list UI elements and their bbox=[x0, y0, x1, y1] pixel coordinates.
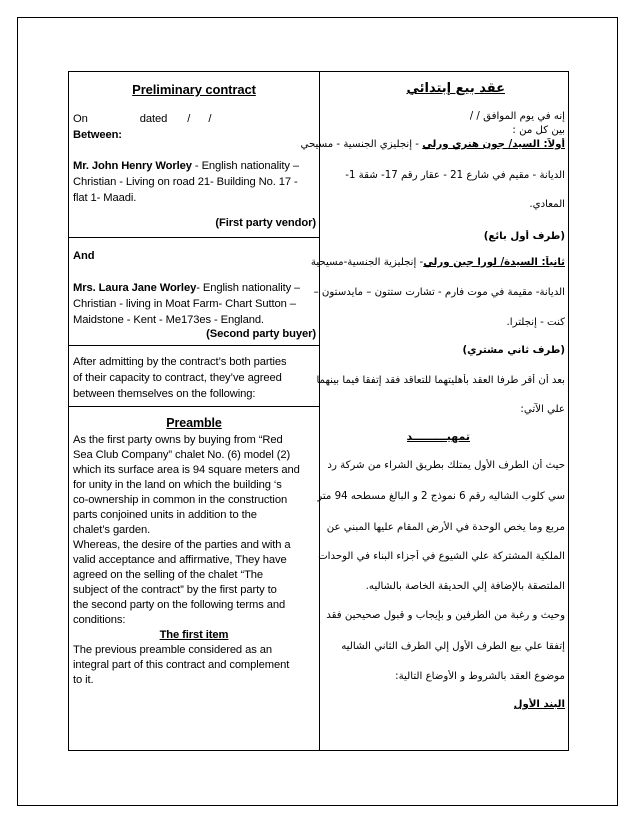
arabic-preamble-title: تمهيـــــــــد bbox=[406, 430, 470, 443]
arabic-preamble-line: وحيث و رغبة من الطرفين و بإيجاب و قبول صحيحين فقد bbox=[326, 610, 565, 621]
dated-label: dated bbox=[139, 113, 168, 125]
arabic-first-party-line-2: الديانة - مقيم في شارع 21 - عقار رقم 17- شقة 1- bbox=[345, 170, 565, 181]
arabic-preamble-line: مربع وما يخص الوحدة في الأرض المقام عليها المبني عن bbox=[326, 522, 565, 533]
first-party-name: Mr. John Henry Worley bbox=[73, 160, 192, 172]
second-party-line-2: Christian - living in Moat Farm- Chart Sutton – bbox=[73, 298, 296, 310]
arabic-second-party-role: (طرف ثاني مشتري) bbox=[462, 345, 565, 356]
preamble-line: valid acceptance and affirmative, They have bbox=[73, 554, 287, 566]
preamble-line: conditions: bbox=[73, 614, 126, 626]
arabic-title: عقد بيع إبتدائي bbox=[406, 82, 505, 96]
date-slash-2: / bbox=[208, 113, 212, 125]
capacity-line-2: of their capacity to contract, they’ve agreed bbox=[73, 372, 282, 384]
on-label: On bbox=[73, 113, 88, 125]
between-label: Between: bbox=[73, 129, 122, 141]
arabic-preamble-line: إتفقا علي بيع الطرف الأول إلي الطرف الثاني الشاليه bbox=[341, 641, 565, 652]
capacity-line-1: After admitting by the contract’s both parties bbox=[73, 356, 287, 368]
arabic-first-party-label: أولاً: السيد/ جون هنري ورلي bbox=[422, 139, 565, 150]
first-party-line-1: Mr. John Henry Worley - English nationality – bbox=[73, 160, 299, 172]
arabic-first-party-line-3: المعادي. bbox=[529, 199, 565, 210]
second-party-line-1: Mrs. Laura Jane Worley- English nationality – bbox=[73, 282, 301, 294]
arabic-first-party-line-1: أولاً: السيد/ جون هنري ورلي - إنجليزي الجنسية - مسيحي bbox=[300, 139, 565, 150]
capacity-line-3: between themselves on the following: bbox=[73, 388, 256, 400]
date-line bbox=[73, 112, 315, 127]
and-label: And bbox=[73, 250, 95, 262]
preamble-text bbox=[73, 433, 319, 688]
first-item-title: The first item bbox=[159, 629, 229, 641]
arabic-capacity-line-1: بعد أن أقر طرفا العقد بأهليتهما للتعاقد فقد إتفقا فيما بينهما bbox=[316, 375, 565, 386]
second-party-name: Mrs. Laura Jane Worley bbox=[73, 282, 197, 294]
preamble-title: Preamble bbox=[166, 416, 222, 430]
arabic-preamble-line: الملكية المشتركة علي الشيوع في أجزاء البناء في الوحدات bbox=[318, 551, 565, 562]
arabic-preamble-line: موضوع العقد بالشروط و الأوضاع التالية: bbox=[395, 671, 565, 682]
second-party-role: (Second party buyer) bbox=[206, 328, 316, 340]
contract-table bbox=[68, 71, 569, 751]
date-slash-1: / bbox=[187, 113, 191, 125]
first-item-line: The previous preamble considered as an bbox=[73, 644, 272, 656]
first-party-line-3: flat 1- Maadi. bbox=[73, 192, 137, 204]
arabic-second-party-line-1: ثانياً: السيدة/ لورا جين ورلي- إنجليزية الجنسية-مسيحية bbox=[310, 257, 565, 268]
column-divider bbox=[319, 72, 320, 750]
preamble-line: subject of the contract” by the first party to bbox=[73, 584, 277, 596]
preamble-line: As the first party owns by buying from “Red bbox=[73, 434, 283, 446]
preamble-line: agreed on the selling of the chalet “The bbox=[73, 569, 264, 581]
arabic-second-party-line-3: كنت - إنجلترا. bbox=[506, 317, 565, 328]
arabic-second-party-line-2: الديانة- مقيمة في موت فارم - تشارت ستتون – مايدستون – bbox=[313, 287, 565, 298]
preamble-line: co-ownership in common in the construction bbox=[73, 494, 288, 506]
arabic-date-line: إنه في يوم الموافق / / bbox=[469, 111, 565, 122]
first-item-line: to it. bbox=[73, 674, 94, 686]
preamble-line: Whereas, the desire of the parties and with a bbox=[73, 539, 291, 551]
arabic-preamble-line: سي كلوب الشاليه رقم 6 نموذج 2 و البالغ مسطحه 94 متر bbox=[317, 491, 565, 502]
arabic-capacity-line-2: علي الآتي: bbox=[520, 404, 565, 415]
first-item-line: integral part of this contract and complement bbox=[73, 659, 290, 671]
first-party-line-2: Christian - Living on road 21- Building No. 17 - bbox=[73, 176, 298, 188]
row-divider-2 bbox=[69, 345, 319, 346]
first-party-role: (First party vendor) bbox=[215, 217, 316, 229]
arabic-second-party-label: ثانياً: السيدة/ لورا جين ورلي bbox=[423, 257, 565, 268]
preamble-line: parts conjoined units in addition to the bbox=[73, 509, 257, 521]
second-party-line-3: Maidstone - Kent - Me173es - England. bbox=[73, 314, 264, 326]
preamble-line: for unity in the land on which the building ‘s bbox=[73, 479, 282, 491]
arabic-between: بين كل من : bbox=[512, 125, 565, 136]
row-divider-3 bbox=[69, 406, 319, 407]
preamble-line: which its surface area is 94 square meters and bbox=[73, 464, 300, 476]
preamble-line: chalet’s garden. bbox=[73, 524, 151, 536]
english-title: Preliminary contract bbox=[132, 82, 256, 97]
preamble-line: the second party on the following terms and bbox=[73, 599, 286, 611]
arabic-first-party-role: (طرف أول بائع) bbox=[483, 231, 565, 242]
arabic-first-item-title: البند الأول bbox=[513, 699, 565, 710]
row-divider-1 bbox=[69, 237, 319, 238]
preamble-line: Sea Club Company” chalet No. (6) model (2) bbox=[73, 449, 291, 461]
arabic-preamble-line: الملتصقة بالإضافة إلي الحديقة الخاصة بالشاليه. bbox=[365, 581, 565, 592]
arabic-preamble-line: حيث أن الطرف الأول يمتلك بطريق الشراء من شركة رد bbox=[327, 460, 565, 471]
